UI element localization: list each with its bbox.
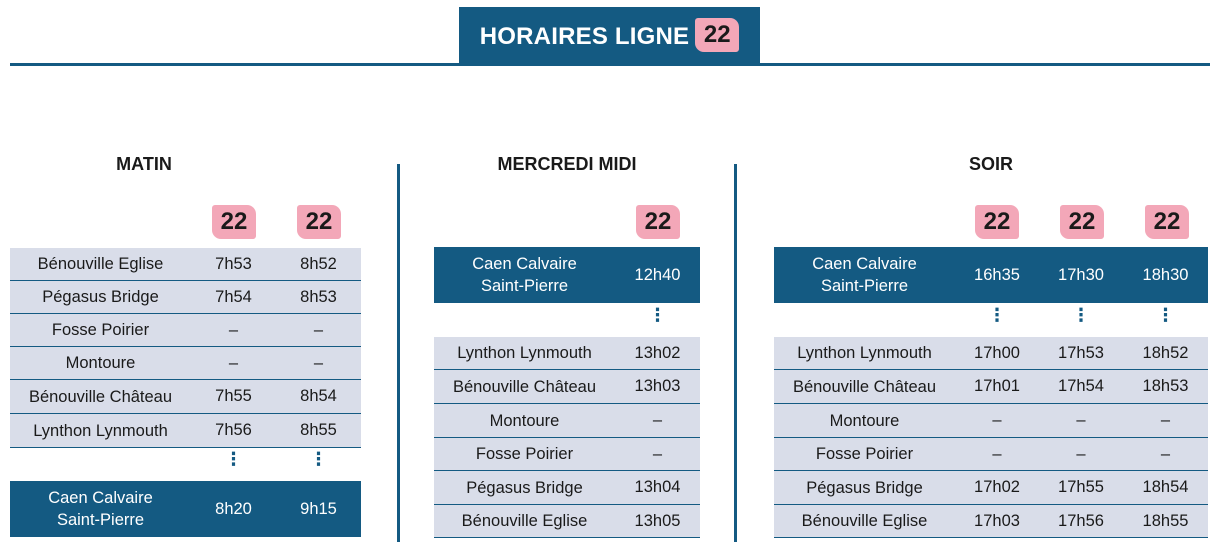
arrival-time: 8h20 [215, 499, 252, 518]
departure-time: 17h03 [974, 511, 1020, 530]
stop-name: Fosse Poirier [815, 445, 914, 463]
stop-name: Fosse Poirier [475, 445, 574, 463]
departure-time: – [228, 353, 239, 372]
table-row-terminal [10, 481, 361, 537]
table-row [10, 281, 361, 314]
stop-name: Fosse Poirier [51, 321, 150, 339]
stop-name: Bénouville Eglise [801, 512, 928, 530]
line-badge: 22 [212, 205, 256, 239]
page-title: HORAIRES LIGNE [479, 23, 690, 50]
line-badge: 22 [636, 205, 680, 239]
departure-time: – [228, 320, 239, 339]
departure-time: 8h54 [300, 387, 337, 405]
line-badge: 22 [1145, 205, 1189, 239]
section-title-soir: SOIR [968, 154, 1013, 174]
table-row [774, 370, 1208, 404]
table-row [10, 380, 361, 414]
table-row [10, 347, 361, 380]
departure-time: – [992, 411, 1002, 429]
table-row [774, 404, 1208, 438]
table-row [774, 337, 1208, 370]
table-row [774, 438, 1208, 471]
table-row [434, 471, 700, 505]
page-header [459, 7, 760, 63]
stop-name: Caen Calvaire Saint-Pierre [812, 255, 917, 295]
departure-time: 18h52 [1142, 343, 1189, 362]
table-row [10, 248, 361, 281]
table-row [434, 404, 700, 438]
stop-name: Lynthon Lynmouth [797, 344, 932, 362]
table-row [10, 314, 361, 347]
column-separator [734, 164, 737, 542]
stop-name: Bénouville Château [452, 377, 597, 396]
header-underline [10, 63, 1210, 66]
stop-name: Bénouville Eglise [461, 512, 588, 530]
table-row-origin [434, 247, 700, 303]
departure-time: 17h53 [1058, 343, 1104, 362]
continuation-dots: ⋮ ⋮ ⋮ [988, 305, 1175, 325]
stop-name: Pégasus Bridge [806, 478, 923, 497]
departure-time: – [313, 320, 324, 339]
departure-time: – [1160, 411, 1171, 429]
departure-time: 7h55 [215, 387, 252, 405]
table-row [774, 471, 1208, 505]
departure-time: 13h05 [634, 511, 681, 530]
departure-time: 16h35 [974, 265, 1020, 284]
departure-time: 12h40 [634, 265, 681, 284]
line-badge: 22 [1060, 205, 1104, 239]
stop-name: Pégasus Bridge [466, 478, 583, 497]
departure-time: 18h54 [1142, 478, 1189, 496]
departure-time: 7h53 [215, 254, 252, 273]
stop-name: Caen Calvaire Saint-Pierre [472, 255, 577, 295]
departure-time: 17h01 [974, 377, 1020, 395]
departure-time: 17h55 [1058, 478, 1104, 496]
stop-name: Montoure [65, 354, 136, 372]
departure-time: 17h56 [1058, 511, 1104, 530]
departure-time: – [652, 411, 663, 429]
section-title-midi: MERCREDI MIDI [497, 154, 637, 174]
section-title-matin: MATIN [116, 154, 172, 174]
departure-time: – [1160, 444, 1171, 463]
departure-time: – [313, 353, 324, 372]
departure-time: 8h52 [300, 254, 337, 273]
continuation-dots: ⋮ [648, 305, 667, 325]
departure-time: 18h30 [1142, 265, 1189, 284]
departure-time: 18h55 [1142, 511, 1189, 530]
departure-time: 18h53 [1142, 377, 1189, 395]
line-badge: 22 [695, 18, 739, 52]
stop-name: Bénouville Eglise [37, 255, 164, 273]
column-separator [397, 164, 400, 542]
continuation-dots: ⋮ ⋮ [224, 449, 328, 469]
stop-name: Lynthon Lynmouth [457, 344, 592, 362]
table-row [434, 505, 700, 538]
departure-time: – [1076, 411, 1086, 429]
table-row [434, 438, 700, 471]
line-badge: 22 [975, 205, 1019, 239]
departure-time: 7h54 [215, 287, 252, 306]
departure-time: – [992, 444, 1002, 463]
stop-name: Montoure [489, 411, 560, 430]
departure-time: – [652, 444, 663, 463]
departure-time: 13h03 [634, 377, 681, 395]
line-badge: 22 [297, 205, 341, 239]
departure-time: 8h53 [300, 287, 337, 306]
departure-time: 8h55 [300, 421, 337, 439]
table-row [774, 505, 1208, 538]
departure-time: 17h02 [974, 478, 1020, 496]
table-row-origin [774, 247, 1208, 303]
departure-time: 13h02 [634, 343, 681, 362]
table-row [434, 370, 700, 404]
arrival-time: 9h15 [300, 499, 337, 518]
stop-name: Caen Calvaire Saint-Pierre [48, 489, 153, 529]
departure-time: – [1076, 444, 1086, 463]
table-row [434, 337, 700, 370]
stop-name: Bénouville Château [28, 387, 173, 406]
table-row [10, 414, 361, 448]
departure-time: 17h00 [974, 343, 1020, 362]
stop-name: Pégasus Bridge [42, 288, 159, 306]
departure-time: 7h56 [215, 421, 252, 439]
departure-time: 17h54 [1058, 377, 1104, 395]
stop-name: Bénouville Château [792, 377, 937, 396]
departure-time: 17h30 [1058, 265, 1104, 284]
departure-time: 13h04 [634, 478, 681, 496]
stop-name: Montoure [829, 411, 900, 430]
stop-name: Lynthon Lynmouth [33, 421, 168, 440]
